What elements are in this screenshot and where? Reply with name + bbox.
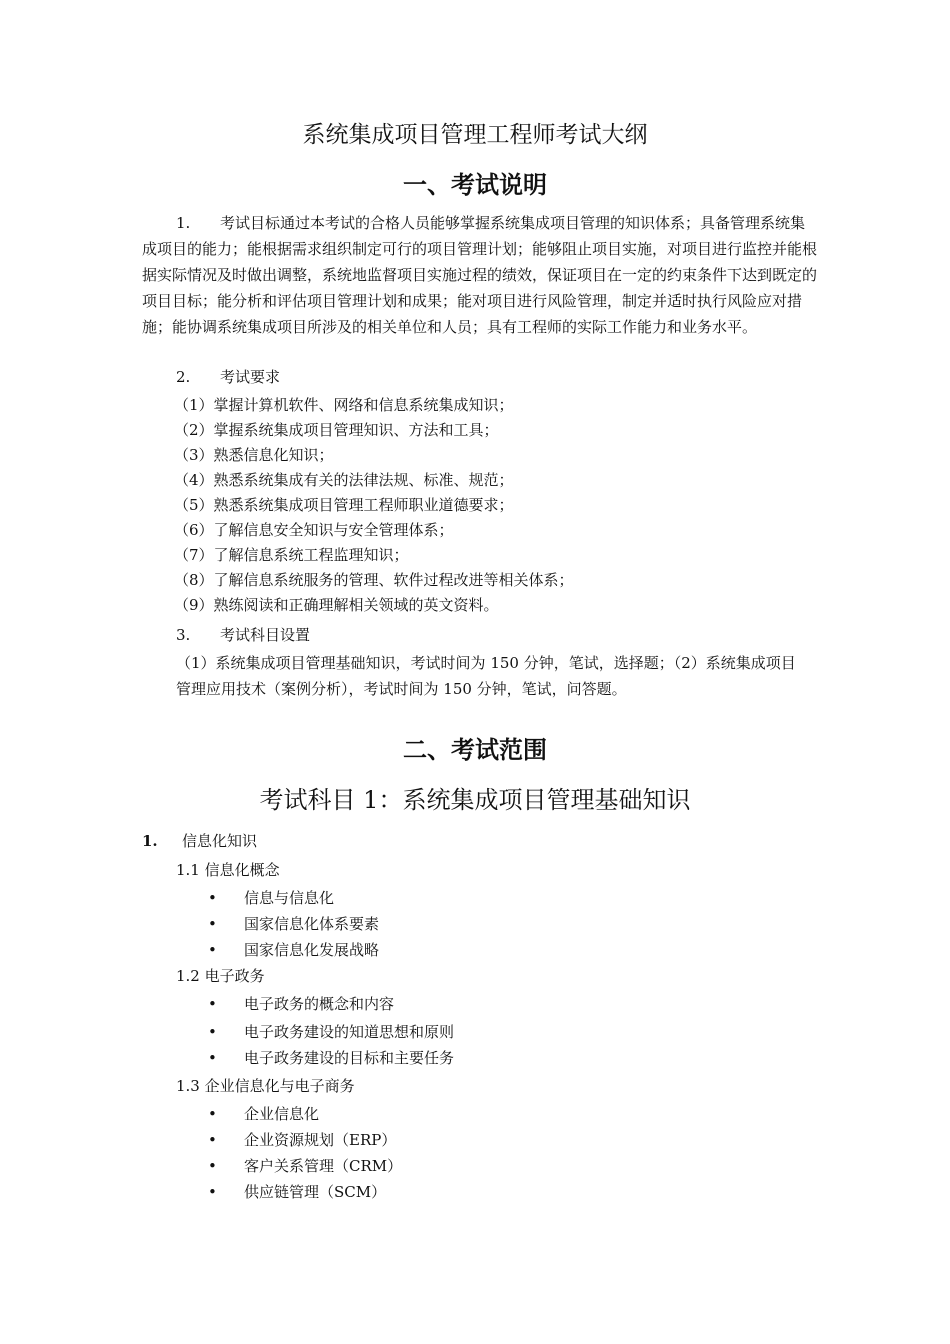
requirement-item: （3）熟悉信息化知识； (174, 446, 334, 464)
list-item-text: 企业资源规划（ERP） (244, 1131, 397, 1149)
requirement-item: （1）掌握计算机软件、网络和信息系统集成知识； (174, 396, 514, 414)
requirements-list (174, 393, 574, 618)
list-label: 考试要求 (220, 368, 281, 386)
document-title: 系统集成项目管理工程师考试大纲 (302, 122, 648, 148)
exam-subjects-heading (176, 624, 310, 645)
bullet-icon: • (208, 941, 217, 959)
bullet-icon: • (208, 1183, 217, 1201)
list-item-text: 国家信息化发展战略 (244, 941, 380, 959)
list-item-text: 企业信息化 (244, 1105, 320, 1123)
topic-label: 信息化知识 (182, 832, 258, 850)
requirement-item: （9）熟练阅读和正确理解相关领域的英文资料。 (174, 596, 499, 614)
list-item (208, 1103, 319, 1124)
list-item (208, 1129, 396, 1150)
list-item (208, 993, 394, 1014)
list-item (208, 939, 379, 960)
requirement-item: （4）熟悉系统集成有关的法律法规、标准、规范； (174, 471, 514, 489)
list-number: 3. (176, 626, 191, 644)
list-item-text: 供应链管理（SCM） (244, 1183, 387, 1201)
list-item-text: 客户关系管理（CRM） (244, 1157, 403, 1175)
list-item-text: 电子政务的概念和内容 (244, 995, 395, 1013)
list-item (208, 1021, 454, 1042)
requirement-item: （2）掌握系统集成项目管理知识、方法和工具； (174, 421, 499, 439)
bullet-icon: • (208, 1105, 217, 1123)
list-item-text: 电子政务建设的目标和主要任务 (244, 1049, 455, 1067)
list-label: 考试科目设置 (220, 626, 311, 644)
requirement-item: （8）了解信息系统服务的管理、软件过程改进等相关体系； (174, 571, 574, 589)
exam-requirements-heading (176, 366, 280, 387)
list-number: 2. (176, 368, 191, 386)
list-item (208, 913, 379, 934)
subject-heading: 考试科目 1：系统集成项目管理基础知识 (259, 786, 691, 814)
subsection-1-2: 1.2 电子政务 (176, 967, 265, 985)
list-item-text: 国家信息化体系要素 (244, 915, 380, 933)
requirement-item: （5）熟悉系统集成项目管理工程师职业道德要求； (174, 496, 514, 514)
bullet-icon: • (208, 1157, 217, 1175)
topic-informatization (142, 830, 257, 851)
bullet-icon: • (208, 995, 217, 1013)
requirement-item: （6）了解信息安全知识与安全管理体系； (174, 521, 454, 539)
list-item-text: 电子政务建设的知道思想和原则 (244, 1023, 455, 1041)
exam-goal-paragraph (142, 210, 818, 340)
bullet-icon: • (208, 1049, 217, 1067)
bullet-icon: • (208, 1023, 217, 1041)
list-item (208, 887, 334, 908)
list-item (208, 1155, 402, 1176)
subsection-1-3: 1.3 企业信息化与电子商务 (176, 1077, 355, 1095)
list-item (208, 1047, 454, 1068)
bullet-icon: • (208, 1131, 217, 1149)
exam-goal-text: 考试目标通过本考试的合格人员能够掌握系统集成项目管理的知识体系；具备管理系统集成项目的能力；能根据需求组织制定可行的项目管理计划；能够阻止项目实施，对项目进行监控并能根据实际情况及时做出调整，系统地监督项目实施过程的绩效，保证项目在一定的约束条件下达到既定的项目目标；能分析和评估项目管理计划和成果；能对项目进行风险管理，制定并适时执行风险应对措施；能协调系统集成项目所涉及的相关单位和人员；具有工程师的实际工作能力和业务水平。 (142, 214, 818, 336)
list-number: 1. (142, 832, 158, 850)
list-item-text: 信息与信息化 (244, 889, 335, 907)
bullet-icon: • (208, 889, 217, 907)
bullet-icon: • (208, 915, 217, 933)
exam-subjects-text: （1）系统集成项目管理基础知识，考试时间为 150 分钟，笔试，选择题；（2）系统集成项目管理应用技术（案例分析），考试时间为 150 分钟，笔试，问答题。 (176, 654, 796, 698)
list-number: 1. (176, 214, 191, 232)
section-heading-exam-description: 一、考试说明 (403, 171, 547, 199)
requirement-item: （7）了解信息系统工程监理知识； (174, 546, 409, 564)
list-item (208, 1181, 386, 1202)
section-heading-exam-scope: 二、考试范围 (403, 736, 547, 764)
subsection-1-1: 1.1 信息化概念 (176, 861, 280, 879)
